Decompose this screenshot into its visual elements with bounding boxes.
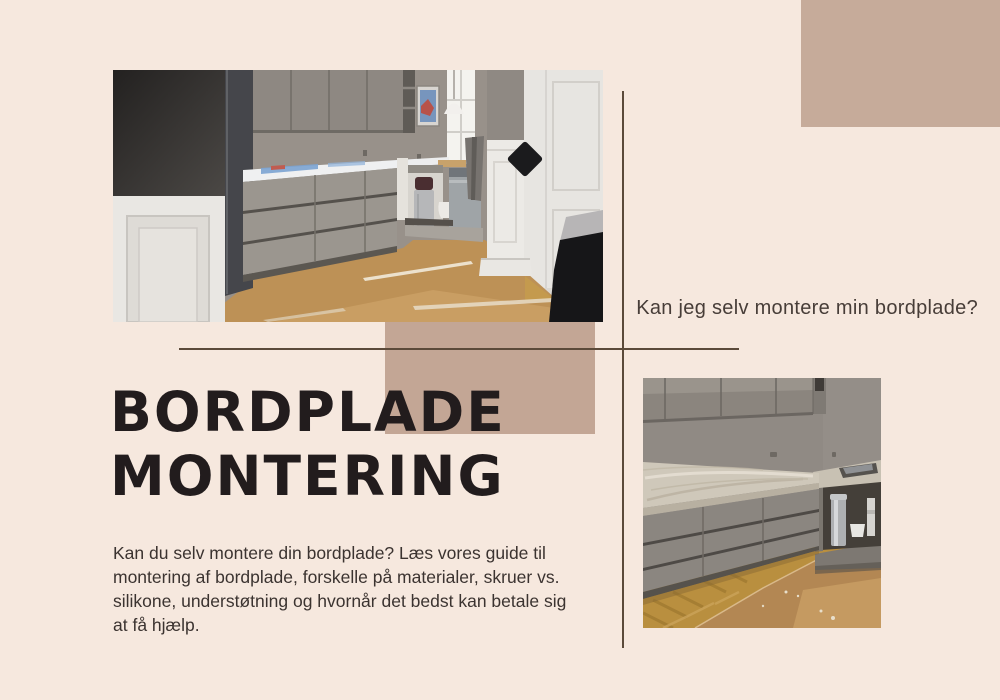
divider-horizontal [179, 348, 739, 350]
kitchen-photo-top-illustration [113, 70, 603, 322]
kitchen-photo-bottom-illustration [643, 378, 881, 628]
question-text: Kan jeg selv montere min bordplade? [636, 297, 978, 319]
divider-vertical [622, 91, 624, 648]
page-title-line2: MONTERING [110, 444, 505, 508]
page-title-line1: BORDPLADE [110, 380, 506, 444]
page-title [110, 380, 506, 508]
kitchen-photo-bottom [643, 378, 881, 628]
intro-paragraph: Kan du selv montere din bordplade? Læs vores guide til montering af bordplade, forskelle på materialer, skruer vs. silikone, understøtning og hvornår det bedst kan betale sig at få hjælp. [113, 543, 567, 635]
accent-block-top-right [801, 0, 1000, 127]
kitchen-photo-top [113, 70, 603, 322]
